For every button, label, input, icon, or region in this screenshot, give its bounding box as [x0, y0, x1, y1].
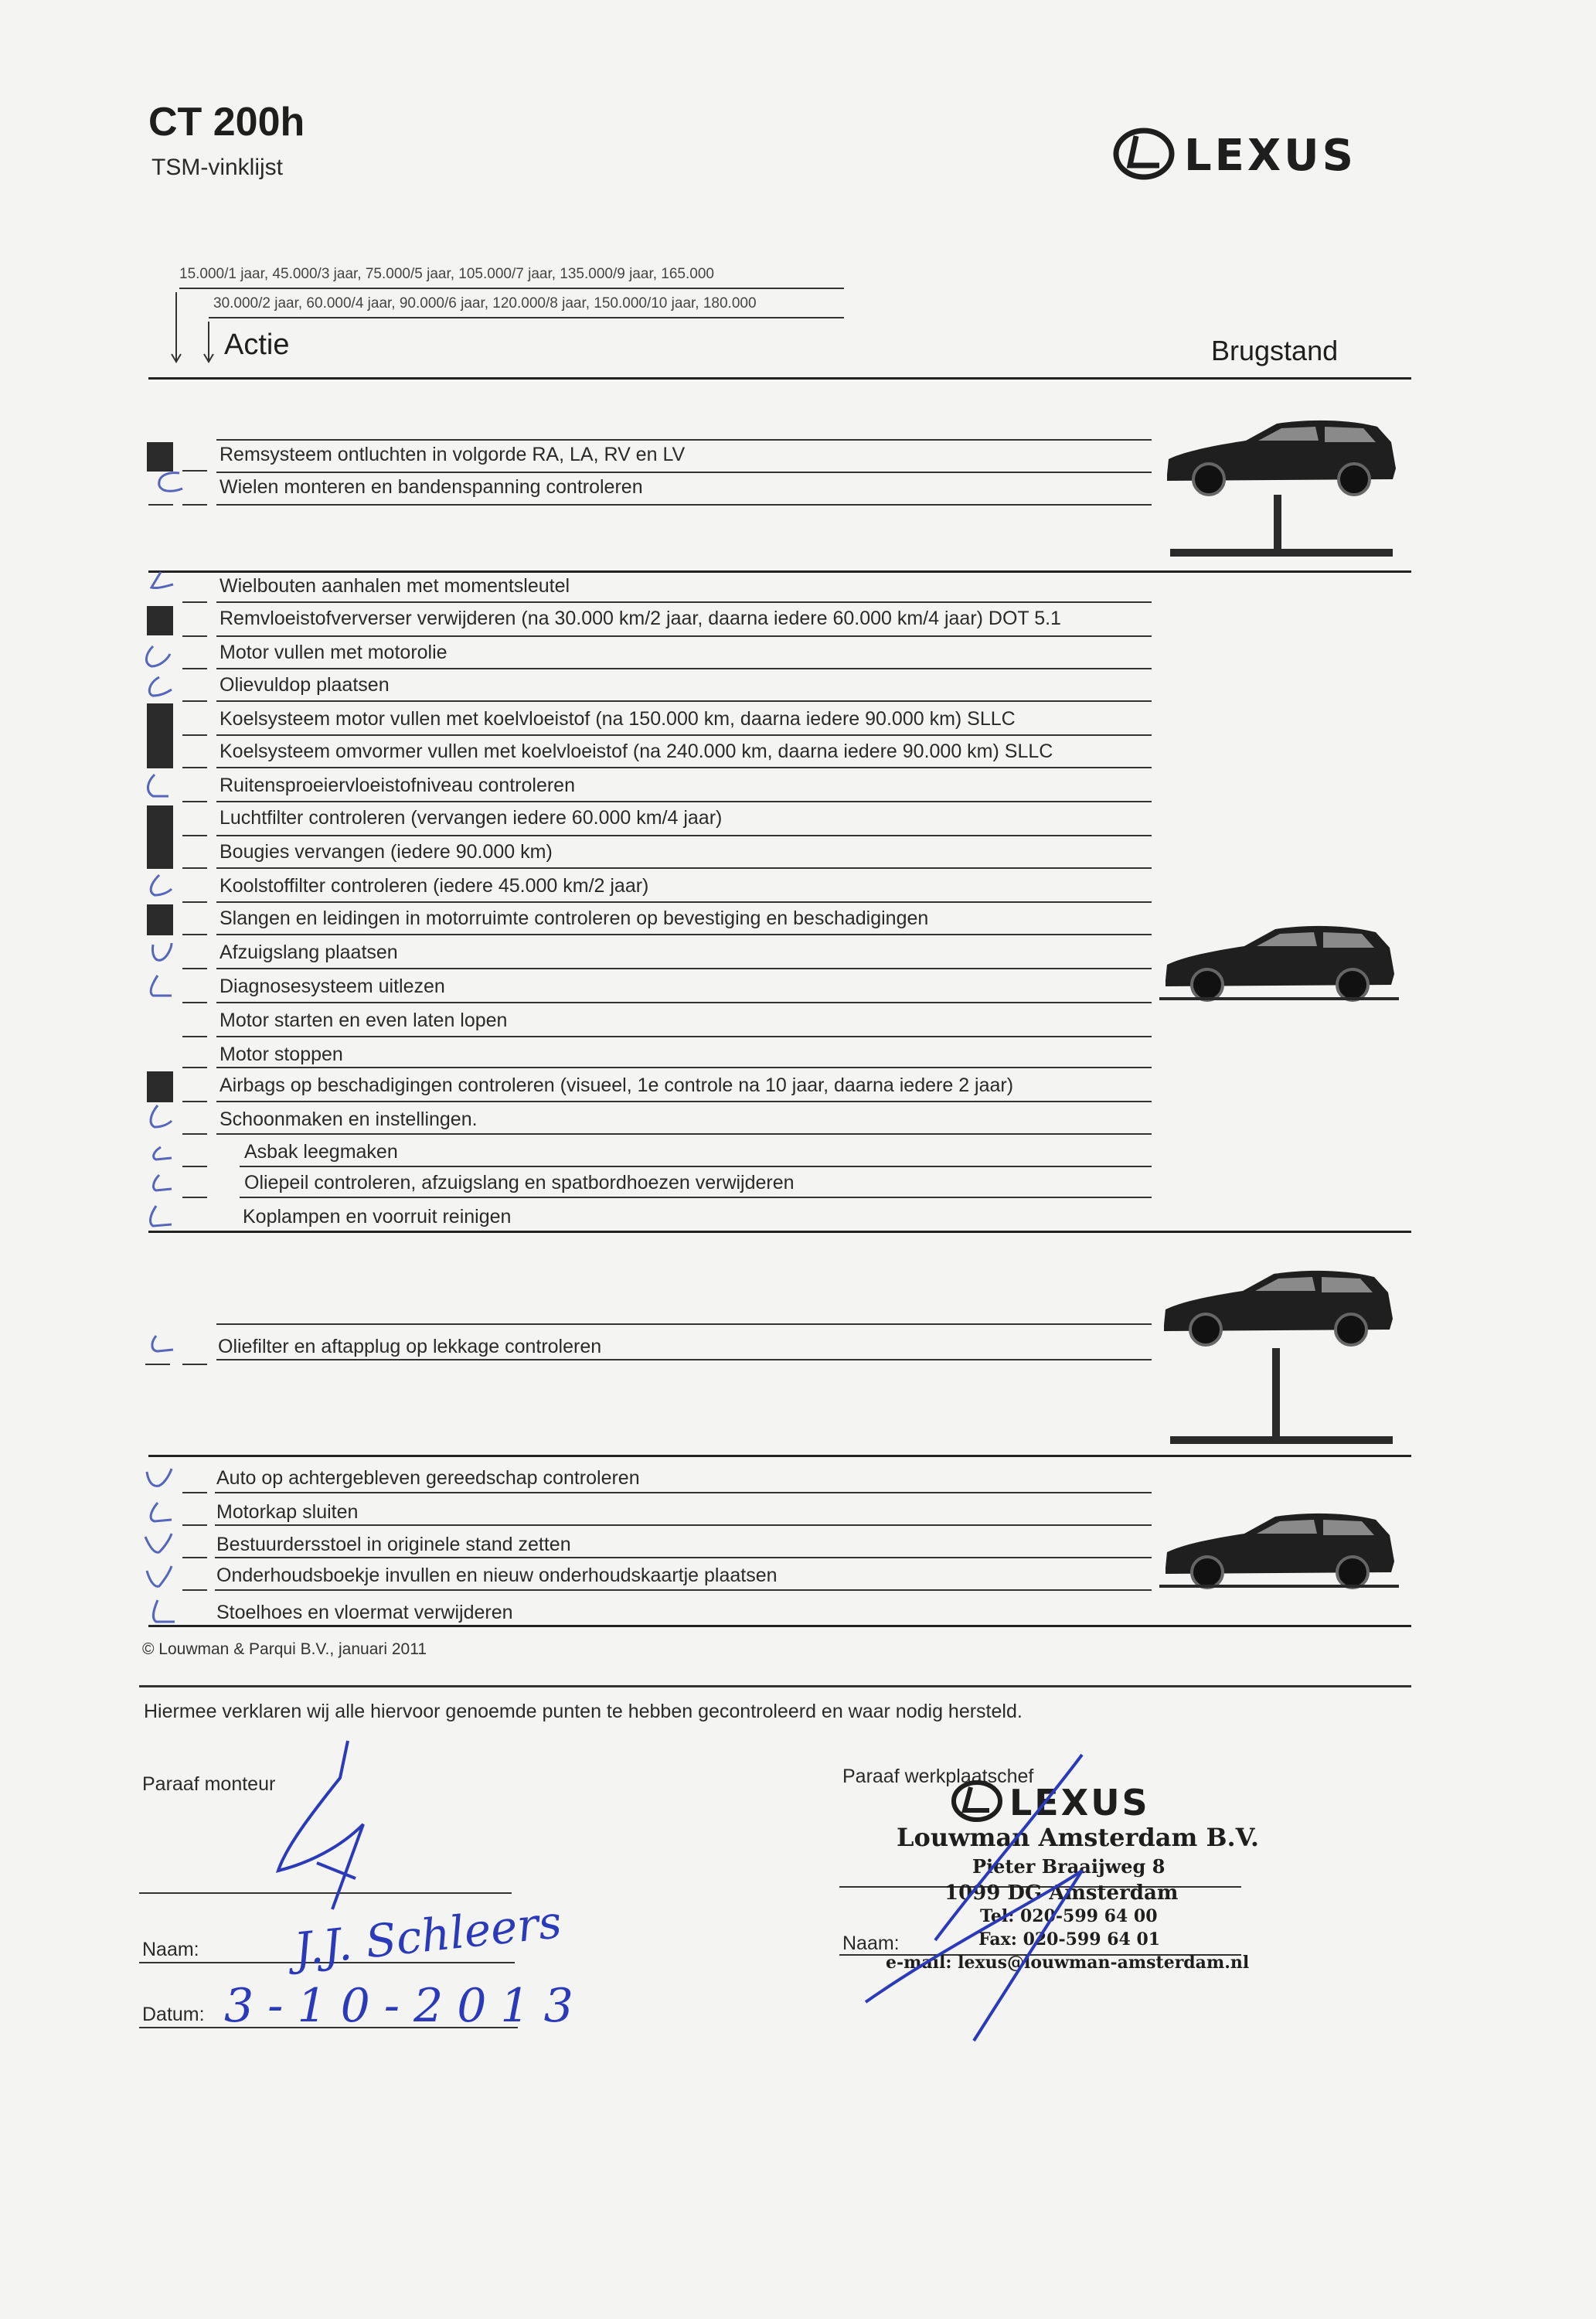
interval-row-2: 30.000/2 jaar, 60.000/4 jaar, 90.000/6 jaar, 120.000/8 jaar, 150.000/10 jaar, 180.000 [213, 295, 757, 312]
list-item: Motor stoppen [219, 1044, 343, 1065]
list-item: Remsysteem ontluchten in volgorde RA, LA, RV en LV [219, 444, 686, 465]
stamp-email: e-mail: lexus@louwman-amsterdam.nl [886, 1953, 1250, 1973]
date-label: Datum: [142, 2004, 205, 2025]
workshop-chef-signature [850, 1747, 1113, 2056]
check-mark-icon [139, 974, 173, 1002]
check-mark-icon [141, 938, 175, 966]
car-on-ground-icon [1159, 1507, 1399, 1592]
mechanic-signature [263, 1732, 386, 1932]
list-item: Motor starten en even laten lopen [219, 1010, 508, 1031]
stamp-tel: Tel: 020-599 64 00 [980, 1906, 1158, 1926]
check-mark-icon [151, 468, 185, 496]
list-item: Olievuldop plaatsen [219, 674, 390, 696]
interval-row-1: 15.000/1 jaar, 45.000/3 jaar, 75.000/5 jaar, 105.000/7 jaar, 135.000/9 jaar, 165.000 [179, 266, 714, 282]
list-item: Bestuurdersstoel in originele stand zetten [216, 1534, 571, 1555]
page-title: CT 200h [148, 100, 305, 145]
car-on-lift-icon [1161, 414, 1400, 499]
declaration-text: Hiermee verklaren wij alle hiervoor genoemde punten te hebben gecontroleerd en waar nodig hersteld. [144, 1701, 1023, 1722]
list-item: Asbak leegmaken [244, 1141, 398, 1163]
list-item: Koelsysteem motor vullen met koelvloeistof (na 150.000 km, daarna iedere 90.000 km) SLLC [219, 708, 1016, 730]
car-on-lift-icon [1158, 1265, 1397, 1350]
lexus-logo-text: LEXUS [1184, 131, 1356, 181]
stamp-city: 1099 DG Amsterdam [944, 1881, 1179, 1905]
list-item: Oliepeil controleren, afzuigslang en spatbordhoezen verwijderen [244, 1172, 795, 1194]
check-mark-icon [141, 1170, 175, 1198]
check-mark-icon [141, 1333, 175, 1360]
list-item: Motor vullen met motorolie [219, 642, 447, 663]
check-mark-icon [138, 771, 172, 799]
list-item: Oliefilter en aftapplug op lekkage controleren [218, 1336, 602, 1357]
interval-arrows-icon [168, 289, 223, 366]
copyright-notice: © Louwman & Parqui B.V., januari 2011 [142, 1640, 427, 1658]
stamp-lexus-text: LEXUS [1009, 1782, 1150, 1824]
mechanic-name-label: Naam: [142, 1939, 199, 1960]
check-mark-icon [139, 1500, 173, 1527]
date-value: 3-10-2013 [224, 1979, 587, 2033]
list-item: Koelsysteem omvormer vullen met koelvloeistof (na 240.000 km, daarna iedere 90.000 km) SLLC [219, 741, 1053, 762]
list-item: Motorkap sluiten [216, 1501, 359, 1523]
list-item: Luchtfilter controleren (vervangen iedere 60.000 km/4 jaar) [219, 807, 723, 829]
check-mark-icon [139, 1565, 173, 1592]
lexus-logo [1113, 125, 1407, 182]
car-on-ground-icon [1159, 920, 1399, 1005]
list-item: Wielbouten aanhalen met momentsleutel [219, 575, 570, 597]
mechanic-name-signature: J.J. Schleers [291, 1895, 564, 1976]
check-mark-icon [142, 1599, 176, 1626]
list-item: Onderhoudsboekje invullen en nieuw onderhoudskaartje plaatsen [216, 1565, 778, 1586]
list-item: Stoelhoes en vloermat verwijderen [216, 1602, 513, 1623]
check-mark-icon [142, 569, 176, 597]
check-mark-icon [141, 1141, 175, 1169]
list-item: Afzuigslang plaatsen [219, 942, 398, 963]
check-mark-icon [139, 1203, 173, 1231]
list-item: Bougies vervangen (iedere 90.000 km) [219, 841, 553, 863]
list-item: Remvloeistofververser verwijderen (na 30.000 km/2 jaar, daarna iedere 60.000 km/4 jaar) DOT 5.1 [219, 608, 1061, 629]
column-header-lift: Brugstand [1211, 335, 1339, 366]
column-header-action: Actie [224, 329, 290, 361]
stamp-fax: Fax: 020-599 64 01 [978, 1929, 1161, 1950]
check-mark-icon [139, 872, 173, 900]
check-mark-icon [139, 1532, 173, 1560]
list-item: Schoonmaken en instellingen. [219, 1108, 478, 1130]
stamp-company: Louwman Amsterdam B.V. [897, 1823, 1260, 1852]
workshop-chef-name-label: Naam: [842, 1932, 900, 1954]
list-item: Koolstoffilter controleren (iedere 45.000 km/2 jaar) [219, 875, 649, 897]
check-mark-icon [139, 674, 173, 702]
check-mark-icon [139, 1104, 173, 1132]
list-item: Slangen en leidingen in motorruimte controleren op bevestiging en beschadigingen [219, 908, 929, 929]
stamp-street: Pieter Braaijweg 8 [972, 1855, 1166, 1878]
page-subtitle: TSM-vinklijst [151, 155, 283, 180]
list-item: Airbags op beschadigingen controleren (visueel, 1e controle na 10 jaar, daarna iedere 2 jaar) [219, 1074, 1014, 1096]
mechanic-initials-label: Paraaf monteur [142, 1773, 276, 1795]
check-mark-icon [139, 1466, 173, 1493]
list-item: Koplampen en voorruit reinigen [243, 1206, 512, 1228]
list-item: Auto op achtergebleven gereedschap controleren [216, 1467, 640, 1489]
check-mark-icon [138, 643, 172, 671]
list-item: Diagnosesysteem uitlezen [219, 976, 445, 997]
workshop-chef-label: Paraaf werkplaatschef [842, 1766, 1034, 1787]
list-item: Wielen monteren en bandenspanning controleren [219, 476, 643, 498]
list-item: Ruitensproeiervloeistofniveau controleren [219, 775, 575, 796]
